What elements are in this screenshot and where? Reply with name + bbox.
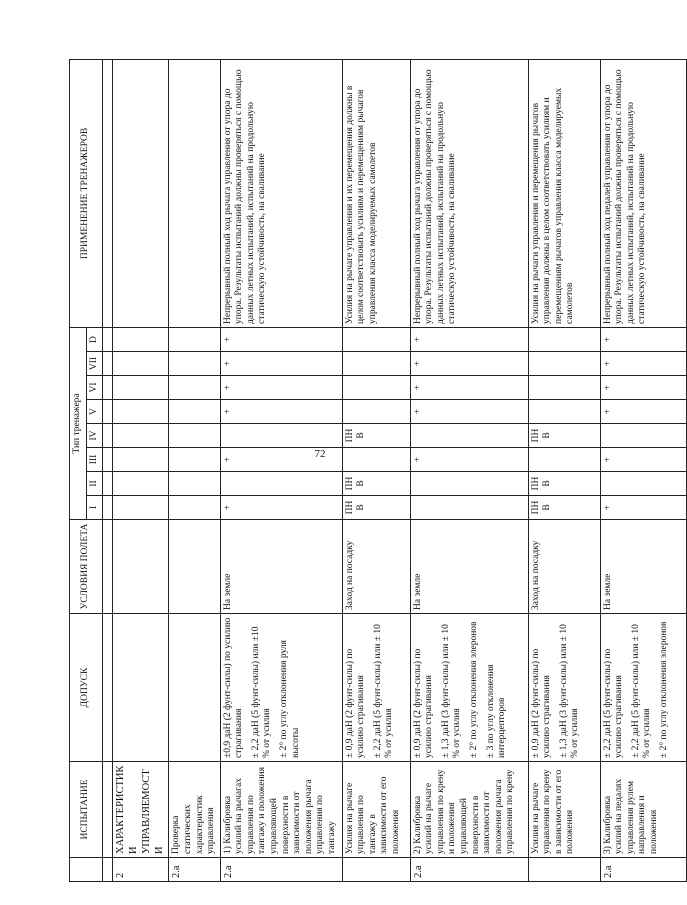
type-mark: + [600, 448, 686, 472]
table-row [528, 59, 600, 881]
tolerance-line: ± 1,3 даН (3 фунт-силы) или ± 10 % от усилия [440, 624, 463, 758]
application-text [169, 59, 220, 327]
test-name: ХАРАКТЕРИСТИКИ УПРАВЛЯЕМОСТИ [113, 762, 169, 858]
tolerance-cell [113, 614, 169, 762]
row-number [342, 858, 410, 882]
spacer-cell [103, 424, 113, 448]
tolerance-line: ± 2,2 даН (5 фунт-силы) или ±10 % от усилия [250, 626, 273, 758]
header-test: ИСПЫТАНИЕ [70, 762, 103, 858]
tolerance-line: ± 0,9 даН (2 фунт-силы) по усилию страгивания [530, 648, 553, 758]
spacer-cell [103, 858, 113, 882]
header-application: ПРИМЕНЕНИЕ ТРЕНАЖЕРОВ [70, 59, 103, 327]
type-mark [113, 327, 169, 351]
flight-conditions: Заход на посадку [342, 520, 410, 614]
header-type: II [86, 472, 103, 496]
test-name: Усилия на рычаге управления по крену в зависимости от его положения [528, 762, 600, 858]
application-text: Непрерывный полный ход рычага управления от упора до упора. Результаты испытаний должны проверяться с помощью данных летных испытаний, испытаний на продольную статическую устойчивость, на сваливание [410, 59, 528, 327]
header-conditions: УСЛОВИЯ ПОЛЕТА [70, 520, 103, 614]
tolerance-line: ± 2,2 даН (5 фунт-силы) по усилию страгивания [602, 648, 625, 758]
tolerance-line: ± 2° по углу отклонения руля высоты [278, 640, 301, 758]
type-mark [169, 376, 220, 400]
tolerance-cell [342, 614, 410, 762]
table-body [113, 59, 687, 881]
type-mark [342, 448, 410, 472]
tolerance-cell [410, 614, 528, 762]
test-name: 1) Калибровка усилий на рычагах управления по тангажу и положения управляющей поверхности в зависимости от положения рычага управления по тангажу [220, 762, 342, 858]
type-mark [528, 376, 600, 400]
type-mark [169, 496, 220, 520]
type-mark: + [410, 448, 528, 472]
test-name: Усилия на рычаге управления по тангажу в зависимости от его положения [342, 762, 410, 858]
row-number: 2.a [600, 858, 686, 882]
type-mark: + [410, 327, 528, 351]
spacer-cell [103, 400, 113, 424]
flight-conditions [113, 520, 169, 614]
type-mark: + [220, 400, 342, 424]
spacer-cell [103, 352, 113, 376]
requirements-table [69, 59, 687, 882]
table-row [600, 59, 686, 881]
type-mark [342, 376, 410, 400]
tolerance-line: ± 2,2 даН (5 фунт-силы) или ± 10 % от усилия [630, 624, 653, 758]
spacer-cell [103, 327, 113, 351]
type-mark [113, 400, 169, 424]
spacer-cell [103, 472, 113, 496]
row-number [528, 858, 600, 882]
type-mark [342, 327, 410, 351]
type-mark [410, 472, 528, 496]
application-text: Непрерывный полный ход рычага управления от упора до упора. Результаты испытаний должны проверяться с помощью данных летных испытаний, испытаний на продольную статическую устойчивость, на сваливание [220, 59, 342, 327]
test-name: 3) Калибровка усилий на педалях управления рулем направления и положения [600, 762, 686, 858]
spacer-cell [103, 59, 113, 327]
type-mark: + [220, 448, 342, 472]
type-mark [410, 496, 528, 520]
tolerance-line: ±0,9 даН (2 фунт-силы) по усилию страгивания [222, 617, 245, 758]
test-name: Проверка статических характеристик управления [169, 762, 220, 858]
type-mark: + [410, 352, 528, 376]
test-name: 2) Калибровка усилий на рычаге управления по крену и положения управляющей поверхности в зависимости от положения рычага управления по крену [410, 762, 528, 858]
flight-conditions: Заход на посадку [528, 520, 600, 614]
table-row [220, 59, 342, 881]
application-text: Усилия на рычаги управления и перемещения рычагов управления должны в целом соответствовать усилиям и перемещениям рычагов управления класса моделируемых самолетов [528, 59, 600, 327]
table-row [113, 59, 169, 881]
header-type: VII [86, 352, 103, 376]
tolerance-line: ± 0,9 даН (2 фунт-силы) по усилию страгивания [412, 648, 435, 758]
type-mark [528, 352, 600, 376]
row-number: 2.a [169, 858, 220, 882]
rotated-table-wrapper [69, 60, 669, 882]
tolerance-cell [220, 614, 342, 762]
type-mark: + [600, 327, 686, 351]
flight-conditions: На земле [600, 520, 686, 614]
type-mark: ПНВ [342, 424, 410, 448]
type-mark [220, 472, 342, 496]
application-text: Непрерывный полный ход педалей управления от упора до упора. Результаты испытаний должны проверяться с помощью данных летных испытаний, испытаний на продольную статическую устойчивость, на сваливание [600, 59, 686, 327]
header-tolerance: ДОПУСК [70, 614, 103, 762]
type-mark [169, 352, 220, 376]
type-mark: + [410, 376, 528, 400]
spacer-cell [103, 448, 113, 472]
row-number: 2.a [220, 858, 342, 882]
type-mark [410, 424, 528, 448]
type-mark: + [220, 327, 342, 351]
type-mark [113, 496, 169, 520]
header-type: V [86, 400, 103, 424]
tolerance-line: ± 0,9 даН (2 фунт-силы) по усилию страгивания [344, 648, 367, 758]
type-mark [113, 352, 169, 376]
tolerance-line: ± 3 по углу отклонения интерцепторов [485, 664, 508, 758]
type-mark: ПНВ [528, 424, 600, 448]
type-mark: + [600, 352, 686, 376]
table-row [169, 59, 220, 881]
tolerance-line: ± 2° по углу отклонения элеронов [468, 621, 479, 758]
type-mark: + [600, 496, 686, 520]
type-mark [113, 472, 169, 496]
type-mark [342, 352, 410, 376]
type-mark [169, 448, 220, 472]
type-mark [169, 327, 220, 351]
flight-conditions: На земле [220, 520, 342, 614]
tolerance-line: ± 2,2 даН (5 фунт-силы) или ± 10 % от усилия [372, 624, 395, 758]
row-number: 2 [113, 858, 169, 882]
header-type: D [86, 327, 103, 351]
type-mark: + [600, 376, 686, 400]
type-mark: + [220, 496, 342, 520]
tolerance-line: ± 1,3 даН (3 фунт-силы) или ± 10 % от усилия [558, 624, 581, 758]
type-mark: + [220, 352, 342, 376]
flight-conditions: На земле [410, 520, 528, 614]
spacer-cell [103, 496, 113, 520]
row-number: 2.a [410, 858, 528, 882]
tolerance-cell [169, 614, 220, 762]
flight-conditions [169, 520, 220, 614]
header-type: I [86, 496, 103, 520]
tolerance-line: ± 2° по углу отклонения элеронов [658, 621, 669, 758]
header-type: VI [86, 376, 103, 400]
header-num [70, 858, 103, 882]
type-mark: ПНВ [342, 496, 410, 520]
table-row [342, 59, 410, 881]
spacer-cell [103, 614, 113, 762]
header-type: IV [86, 424, 103, 448]
spacer-cell [103, 520, 113, 614]
type-mark [528, 400, 600, 424]
type-mark [528, 327, 600, 351]
application-text: Усилия на рычаге управления и их перемещения должны в целом соответствовать усилиям и перемещениям рычагов управления класса моделируемых самолетов [342, 59, 410, 327]
type-mark [169, 472, 220, 496]
spacer-cell [103, 762, 113, 858]
type-mark: + [410, 400, 528, 424]
header-simulator-type: Тип тренажера [70, 327, 87, 519]
type-mark: ПНВ [342, 472, 410, 496]
type-mark [113, 376, 169, 400]
type-mark: + [600, 400, 686, 424]
type-mark: ПНВ [528, 496, 600, 520]
type-mark [113, 424, 169, 448]
type-mark [113, 448, 169, 472]
tolerance-cell [600, 614, 686, 762]
type-mark [600, 472, 686, 496]
type-mark [169, 400, 220, 424]
type-mark [600, 424, 686, 448]
type-mark [169, 424, 220, 448]
page-number: 72 [314, 448, 326, 460]
type-mark [528, 448, 600, 472]
header-type: III [86, 448, 103, 472]
tolerance-cell [528, 614, 600, 762]
type-mark [220, 424, 342, 448]
type-mark: ПНВ [528, 472, 600, 496]
application-text [113, 59, 169, 327]
spacer-cell [103, 376, 113, 400]
type-mark [342, 400, 410, 424]
type-mark: + [220, 376, 342, 400]
table-row [410, 59, 528, 881]
